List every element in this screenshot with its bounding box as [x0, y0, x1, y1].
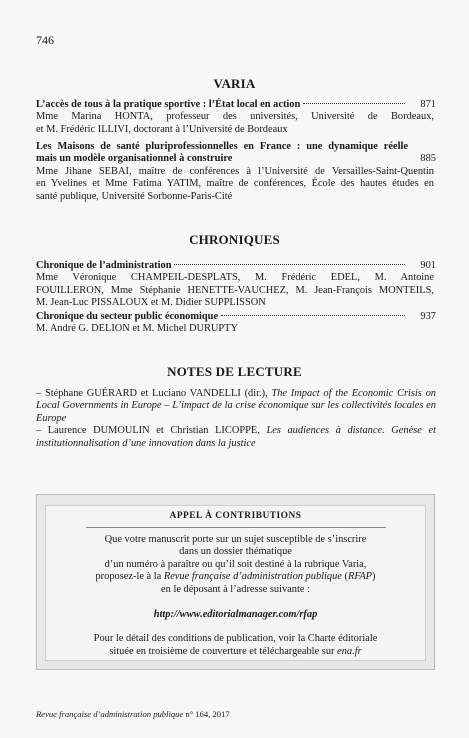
varia-heading: VARIA [213, 76, 256, 91]
entry-title[interactable]: L’accès de tous à la pratique sportive : l’État local en action [36, 99, 301, 110]
entry-authors-line: Mme Véronique CHAMPEIL-DESPLATS, M. Frédéric EDEL, M. Antoine [36, 272, 434, 284]
entry-title[interactable]: Chronique du secteur public économique [36, 311, 219, 322]
page-footer [36, 709, 230, 719]
call-for-contributions-box [36, 494, 435, 670]
call-text-line: d’un numéro à paraître ou qu’il soit destiné à la rubrique Varia, [104, 558, 367, 570]
notes-list [36, 388, 436, 450]
call-text-line: en le déposant à l’adresse suivante : [161, 583, 310, 595]
entry-title-row [36, 99, 434, 111]
note-item[interactable] [36, 425, 436, 450]
chronique-entry-1[interactable] [36, 260, 434, 310]
submission-url-link[interactable]: http://www.editorialmanager.com/rfap [153, 608, 318, 620]
note-authors: – Stéphane GUÉRARD et Luciano VANDELLI (dir.), [36, 388, 272, 399]
dot-leader [303, 103, 405, 104]
call-text-line: dans un dossier thématique [179, 546, 292, 558]
notes-heading: NOTES DE LECTURE [167, 364, 302, 379]
varia-entry-1[interactable] [36, 99, 434, 136]
call-text-line: Que votre manuscrit porte sur un sujet susceptible de s’inscrire [104, 533, 367, 545]
entry-page-number[interactable]: 937 [420, 311, 436, 322]
dot-leader [174, 264, 405, 265]
call-detail-line: située en troisième de couverture et téléchargeable sur ena.fr [109, 645, 362, 657]
note-item[interactable] [36, 388, 436, 425]
entry-title-row [36, 260, 434, 272]
entry-title-row [36, 311, 434, 323]
entry-page-number[interactable]: 901 [420, 260, 436, 271]
entry-authors-line: M. Jean-Luc PISSALOUX et M. Didier SUPPLISSON [36, 297, 266, 309]
note-title: The Impact of the Economic Crisis on Local Governments in Europe – L’impact de la crise économique sur les collectivités locales en Europe [36, 388, 437, 424]
note-authors: – Laurence DUMOULIN et Christian LICOPPE, [36, 425, 267, 437]
chroniques-heading: CHRONIQUES [189, 232, 280, 247]
divider [86, 527, 386, 528]
chronique-entry-2[interactable] [36, 311, 434, 336]
entry-title[interactable]: Les Maisons de santé pluriprofessionnelles en France : une dynamique réelle [36, 141, 408, 152]
entry-title[interactable]: Chronique de l’administration [36, 260, 172, 271]
entry-authors-line: FOUILLERON, Mme Stéphanie HENETTE-VAUCHEZ, M. Jean-François MONTEILS, [36, 284, 434, 296]
page-number: 746 [36, 33, 54, 47]
call-inner-panel [45, 505, 426, 661]
call-text-line: proposez-le à la Revue française d’administration publique (RFAP) [95, 571, 376, 583]
ena-link[interactable]: ena.fr [337, 645, 362, 657]
entry-authors-line: Mme Jihane SEBAI, maître de conférences à l’Université de Versailles-Saint-Quentin [36, 165, 434, 177]
entry-authors-line: Mme Marina HONTA, professeur des universités, Université de Bordeaux, [36, 111, 434, 123]
entry-authors-line: en Yvelines et Mme Fatima YATIM, maître de conférences, École des hautes études en [36, 178, 434, 190]
entry-page-number[interactable]: 871 [420, 99, 436, 110]
journal-name: Revue française d’administration publique [163, 571, 342, 583]
varia-entry-2[interactable] [36, 141, 434, 203]
footer-issue: n° 164, 2017 [183, 709, 230, 719]
footer-journal: Revue française d’administration publique [36, 709, 184, 719]
dot-leader [221, 315, 405, 316]
entry-page-number[interactable]: 885 [420, 153, 436, 164]
entry-title-cont[interactable]: mais un modèle organisationnel à construire [36, 153, 233, 165]
entry-authors-line: et M. Frédéric ILLIVI, doctorant à l’Université de Bordeaux [36, 123, 288, 135]
note-title: Les audiences à distance. Genèse et institutionnalisation d’une innovation dans la justice [36, 425, 436, 449]
entry-authors-line: santé publique, Université Sorbonne-Paris-Cité [36, 190, 233, 202]
entry-authors-line: M. André G. DELION et M. Michel DURUPTY [36, 323, 239, 335]
call-title: APPEL À CONTRIBUTIONS [169, 511, 302, 521]
entry-title-row [36, 153, 434, 165]
call-detail-line: Pour le détail des conditions de publication, voir la Charte éditoriale [93, 633, 378, 645]
